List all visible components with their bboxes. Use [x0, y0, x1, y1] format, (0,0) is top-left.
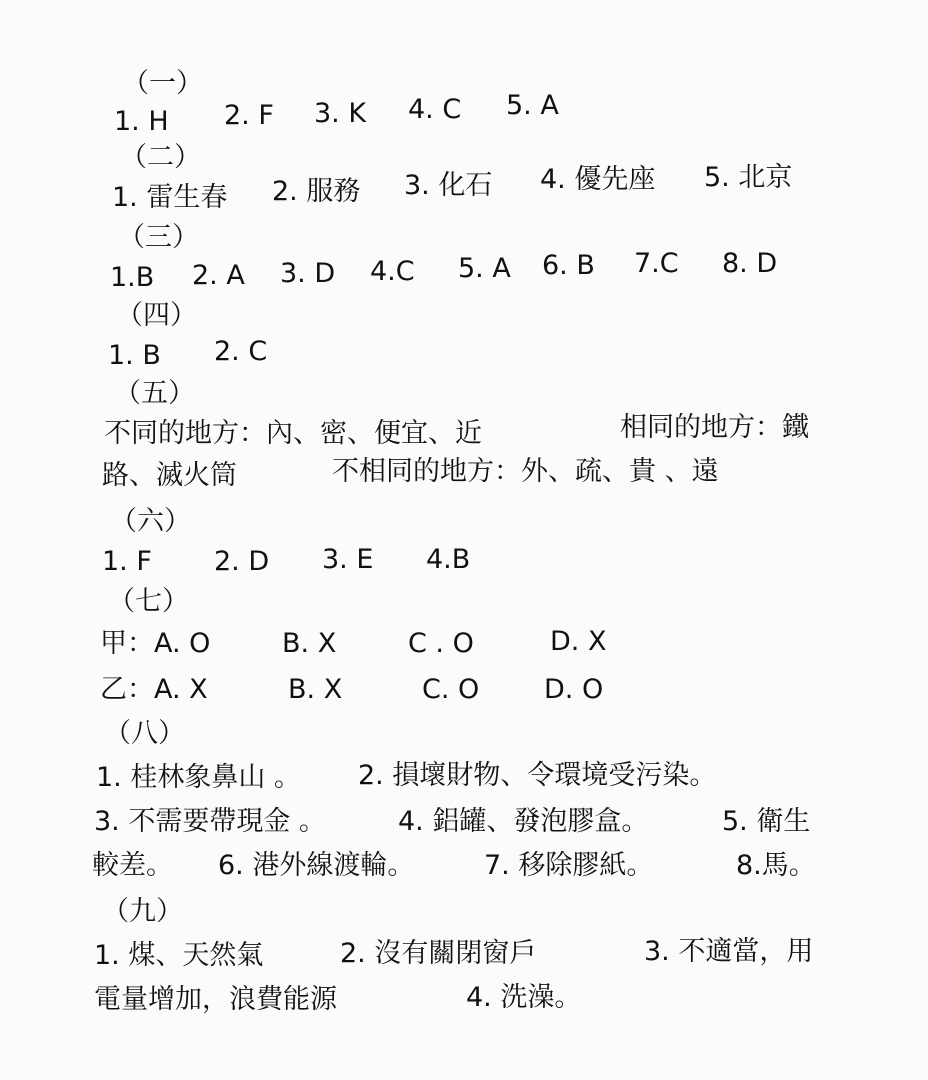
answer-item: 1. F: [102, 546, 152, 577]
answer-item: 甲：A. O: [100, 628, 211, 659]
answer-item: 乙：A. X: [100, 674, 208, 705]
answer-item: D. X: [550, 626, 607, 657]
answer-item: 5. 北京: [704, 162, 793, 193]
answer-text: 電量增加，浪費能源: [94, 984, 337, 1015]
section-3-heading: （三）: [118, 222, 199, 253]
answer-text: 1. 桂林象鼻山 。: [96, 762, 301, 793]
answer-item: 2. 服務: [272, 176, 361, 207]
answer-item: 3. E: [322, 544, 374, 575]
section-8-heading: （八）: [104, 718, 185, 749]
section-1-heading: （一）: [122, 68, 203, 99]
answer-text: 8.馬。: [736, 850, 816, 881]
answer-text: 6. 港外線渡輪。: [218, 850, 415, 881]
section-5-heading: （五）: [114, 378, 195, 409]
answer-item: 2. C: [214, 336, 268, 367]
answer-text: 路、滅火筒: [102, 460, 237, 491]
answer-text: 相同的地方：鐵: [620, 412, 809, 443]
answer-text: 3. 不適當，用: [644, 936, 814, 967]
section-4-heading: （四）: [116, 300, 197, 331]
answer-text: 7. 移除膠紙。: [484, 850, 654, 881]
answer-item: 4.C: [370, 256, 415, 287]
section-6-heading: （六）: [110, 506, 191, 537]
answer-item: 2. A: [192, 260, 245, 291]
answer-item: 5. A: [458, 253, 511, 284]
answer-text: 2. 損壞財物、令環境受污染。: [358, 760, 717, 791]
answer-item: 4. 優先座: [540, 164, 656, 195]
answer-text: 3. 不需要帶現金 。: [94, 806, 326, 837]
answer-item: 3. D: [280, 258, 336, 289]
answer-text: 不相同的地方：外、疏、貴 、遠: [332, 456, 719, 487]
section-9-heading: （九）: [102, 896, 183, 927]
section-2-heading: （二）: [120, 142, 201, 173]
answer-item: C . O: [408, 628, 474, 659]
answer-text: 5. 衛生: [722, 806, 811, 837]
answer-item: 3. 化石: [404, 170, 493, 201]
answer-item: B. X: [288, 674, 343, 705]
answer-item: 4. C: [408, 94, 462, 125]
answer-text: 不同的地方：內、密、便宜、近: [104, 418, 482, 449]
answer-item: 8. D: [722, 248, 778, 279]
answer-text: 4. 洗澡。: [466, 982, 582, 1013]
answer-item: C. O: [422, 674, 480, 705]
answer-item: 1. H: [114, 106, 169, 137]
answer-item: 1.B: [110, 262, 155, 293]
answer-item: 1. B: [108, 340, 161, 371]
answer-item: 7.C: [634, 248, 679, 279]
answer-item: 1. 雷生春: [112, 182, 228, 213]
answer-item: B. X: [282, 628, 337, 659]
answer-text: 2. 沒有關閉窗戶: [340, 938, 537, 969]
answer-text: 較差。: [92, 850, 173, 881]
answer-item: D. O: [544, 674, 604, 705]
answer-item: 2. F: [224, 100, 274, 131]
section-7-heading: （七）: [108, 586, 189, 617]
answer-text: 1. 煤、天然氣: [94, 940, 264, 971]
answer-item: 4.B: [426, 544, 471, 575]
answer-item: 3. K: [314, 98, 367, 129]
answer-item: 6. B: [542, 250, 595, 281]
answer-text: 4. 鋁罐、發泡膠盒。: [398, 806, 649, 837]
answer-item: 2. D: [214, 546, 270, 577]
answer-item: 5. A: [506, 90, 559, 121]
